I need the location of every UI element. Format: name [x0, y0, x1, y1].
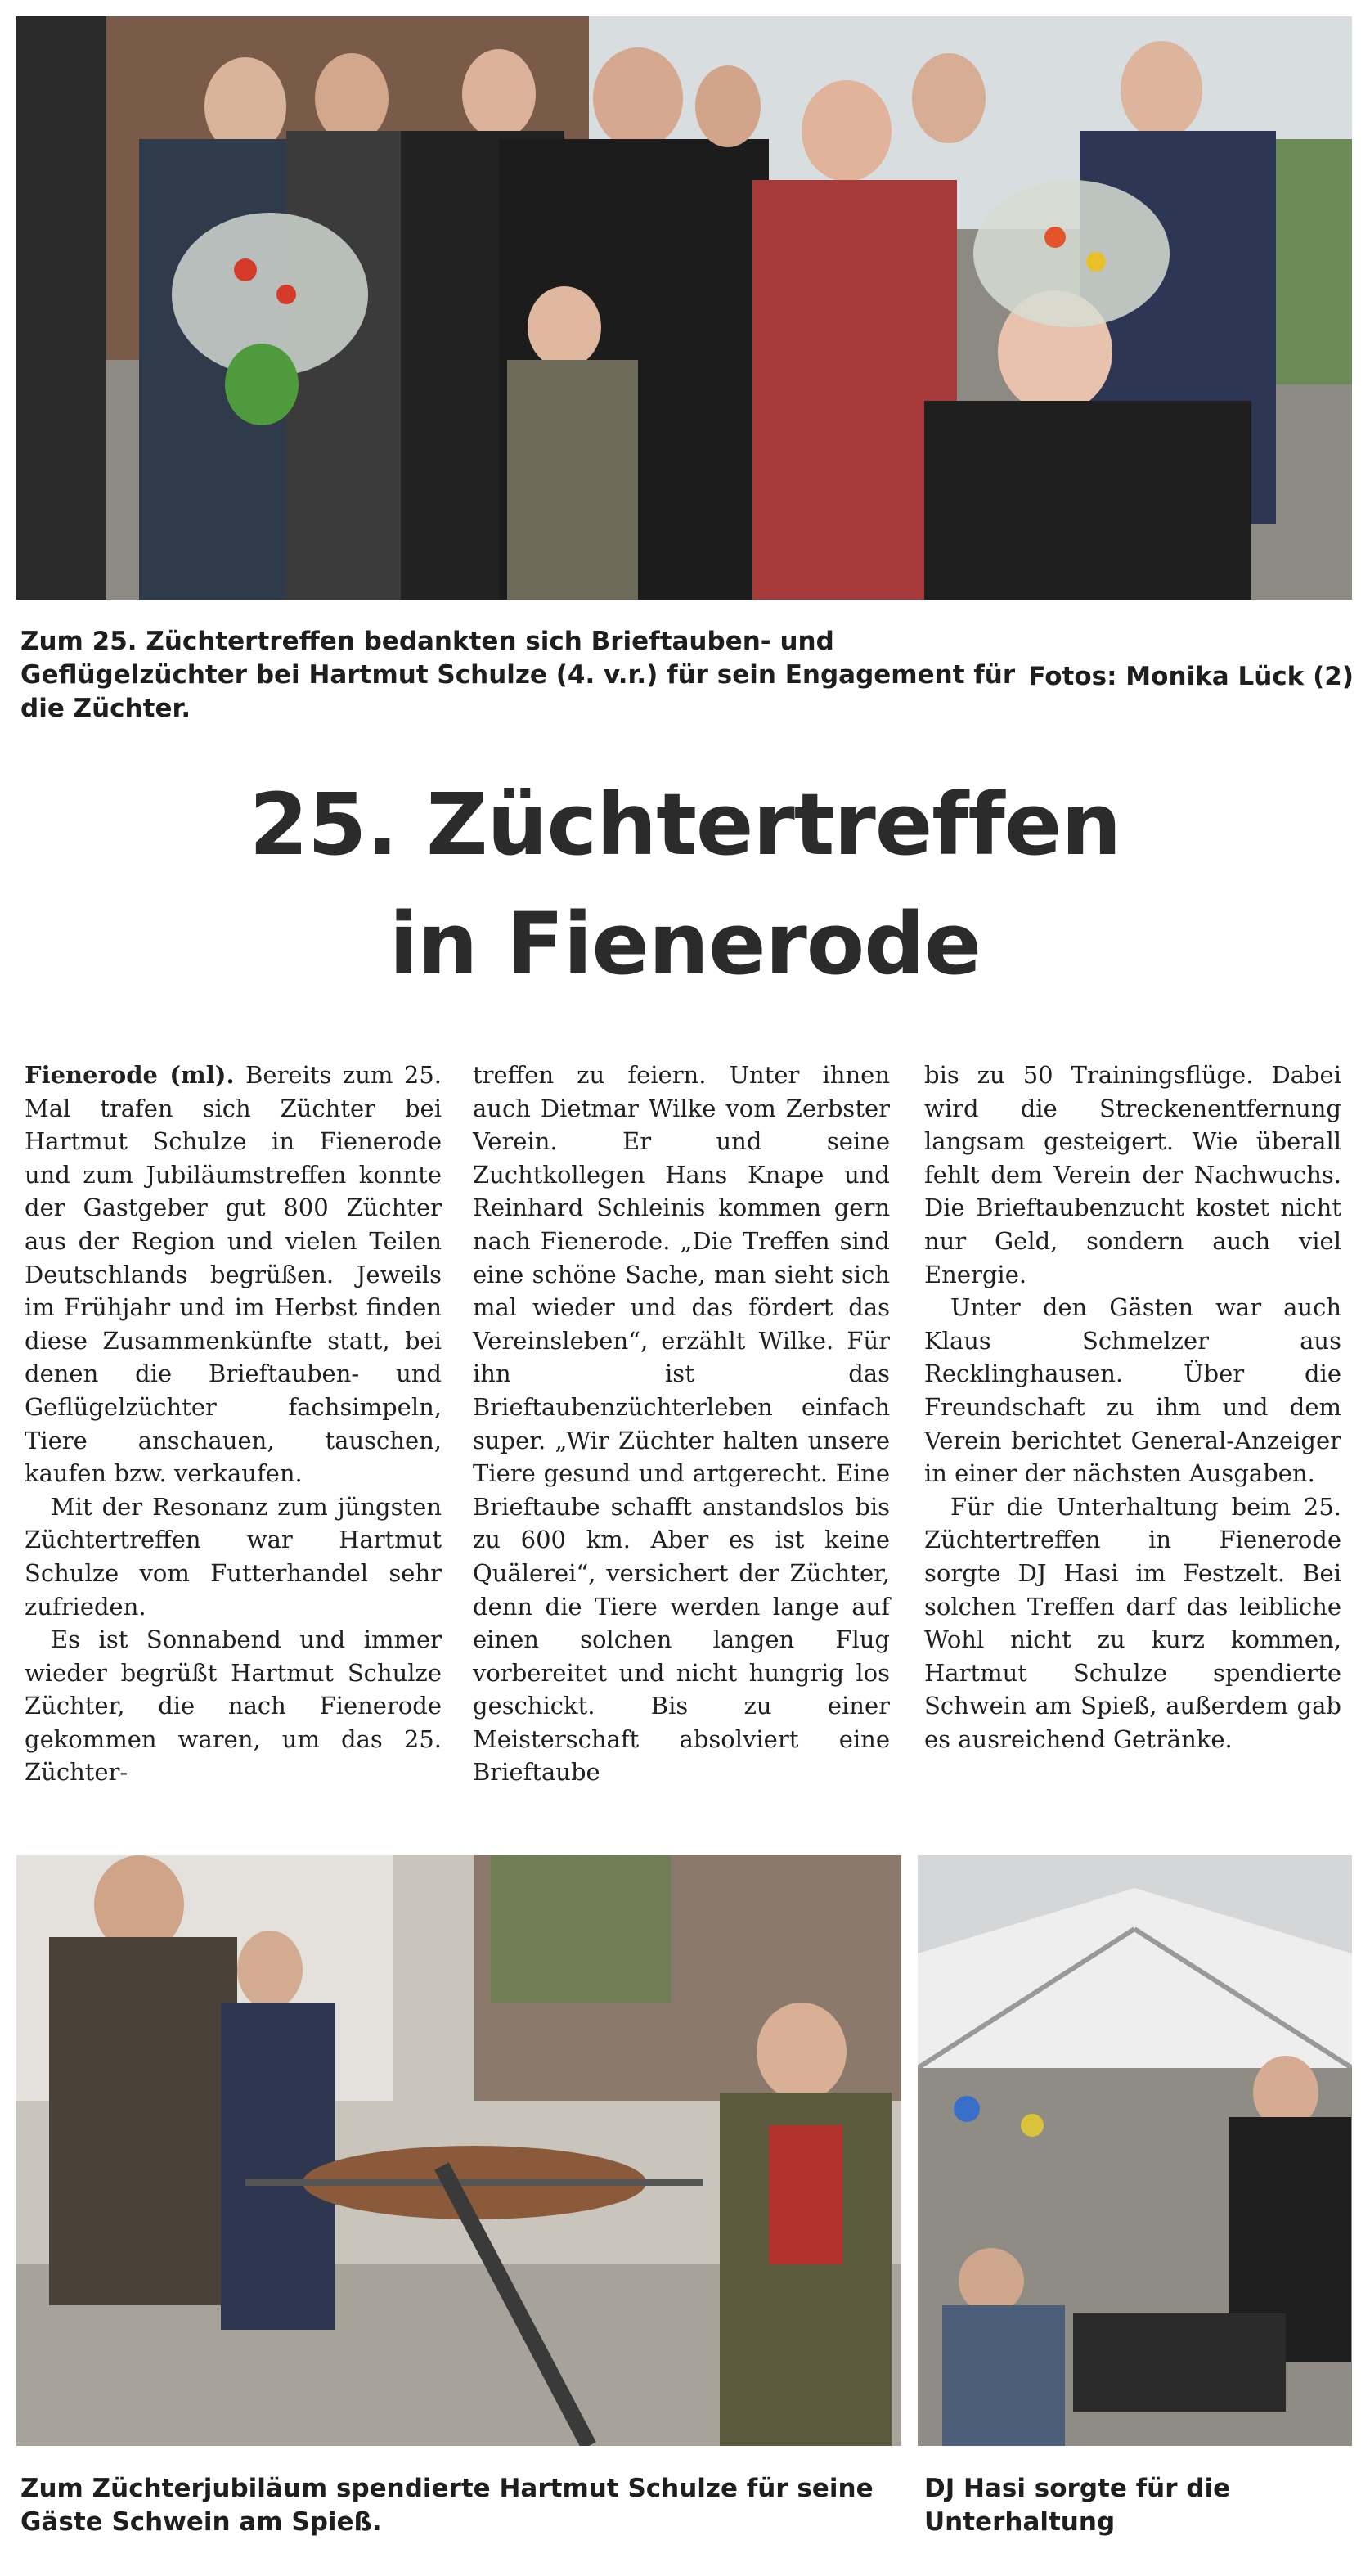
article-paragraph: Für die Unterhaltung beim 25. Züchtertreffen in Fienerode sorgte DJ Hasi im Festzelt. Bei solchen Treffen darf das leibliche Wohl nicht zu kurz kommen, Hartmut Schulze spendierte Schwein am Spieß, außerdem gab es ausreichend Getränke. [924, 1492, 1341, 1753]
article-paragraph: Unter den Gästen war auch Klaus Schmelzer aus Recklinghausen. Über die Freundschaft zu ihm und dem Verein berichtet General-Anzeiger in einer der nächsten Ausgaben. [924, 1293, 1341, 1488]
page-title [0, 765, 1370, 1004]
article-paragraph: treffen zu feiern. Unter ihnen auch Dietmar Wilke vom Zerbster Verein. Er und seine Zuchtkollegen Hans Knape und Reinhard Schleinis kommen gern nach Fienerode. „Die Treffen sind eine schöne Sache, man sieht sich mal wieder und das fördert das Vereinsleben“, erzählt Wilke. Für ihn ist das Brieftaubenzüchterleben einfach super. „Wir Züchter halten unsere Tiere gesund und artgerecht. Eine Brieftaube schafft anstandslos bis zu 600 km. Aber es ist keine Quälerei“, versichert der Züchter, denn die Tiere werden lange auf einen solchen langen Flug vorbereitet und nicht hungrig los geschickt. Bis zu einer Meisterschaft absolviert eine Brieftaube [473, 1061, 890, 1787]
top-photo-caption [20, 625, 1354, 723]
dj-photo-caption: DJ Hasi sorgte für die Unterhaltung [924, 2474, 1231, 2537]
dateline: Fienerode (ml). [25, 1061, 235, 1089]
headline-line-2: in Fienerode [389, 894, 981, 994]
article-column-2 [473, 1059, 890, 1789]
paragraph-text: Bereits zum 25. Mal trafen sich Züchter bei Hartmut Schulze in Fienerode und zum Jubiläumstreffen konnte der Gastgeber gut 800 Züchter aus der Region und vielen Teilen Deutschlands begrüßen. Jeweils im Frühjahr und im Herbst finden diese Zusammenkünfte statt, bei denen die Brieftauben- und Geflügelzüchter fachsimpeln, Tiere anschauen, tauschen, kaufen bzw. verkaufen. [25, 1061, 442, 1488]
dj-tent-photo [918, 1855, 1352, 2446]
article-column-1 [25, 1059, 442, 1789]
article-paragraph: Mit der Resonanz zum jüngsten Züchtertreffen war Hartmut Schulze vom Futterhandel sehr zufrieden. [25, 1492, 442, 1621]
article-column-3 [924, 1059, 1341, 1756]
group-photo [16, 16, 1352, 600]
photo-credit: Fotos: Monika Lück (2) [1028, 662, 1354, 691]
top-caption-text: Zum 25. Züchtertreffen bedankten sich Brieftauben- und Geflügelzüchter bei Hartmut Schulze (4. v.r.) für sein Engagement für die Züchter. [20, 627, 1016, 723]
article-paragraph [25, 1059, 442, 1490]
spit-roast-photo [16, 1855, 901, 2446]
article-paragraph: bis zu 50 Trainingsflüge. Dabei wird die Streckenentfernung langsam gesteigert. Wie überall fehlt dem Verein der Nachwuchs. Die Brieftaubenzucht kostet nicht nur Geld, sondern auch viel Energie. [924, 1061, 1341, 1288]
spit-photo-caption: Zum Züchterjubiläum spendierte Hartmut Schulze für seine Gäste Schwein am Spieß. [20, 2474, 874, 2537]
article-paragraph: Es ist Sonnabend und immer wieder begrüßt Hartmut Schulze Züchter, die nach Fienerode gekommen waren, um das 25. Züchter- [25, 1625, 442, 1787]
headline-line-1: 25. Züchtertreffen [249, 775, 1121, 874]
